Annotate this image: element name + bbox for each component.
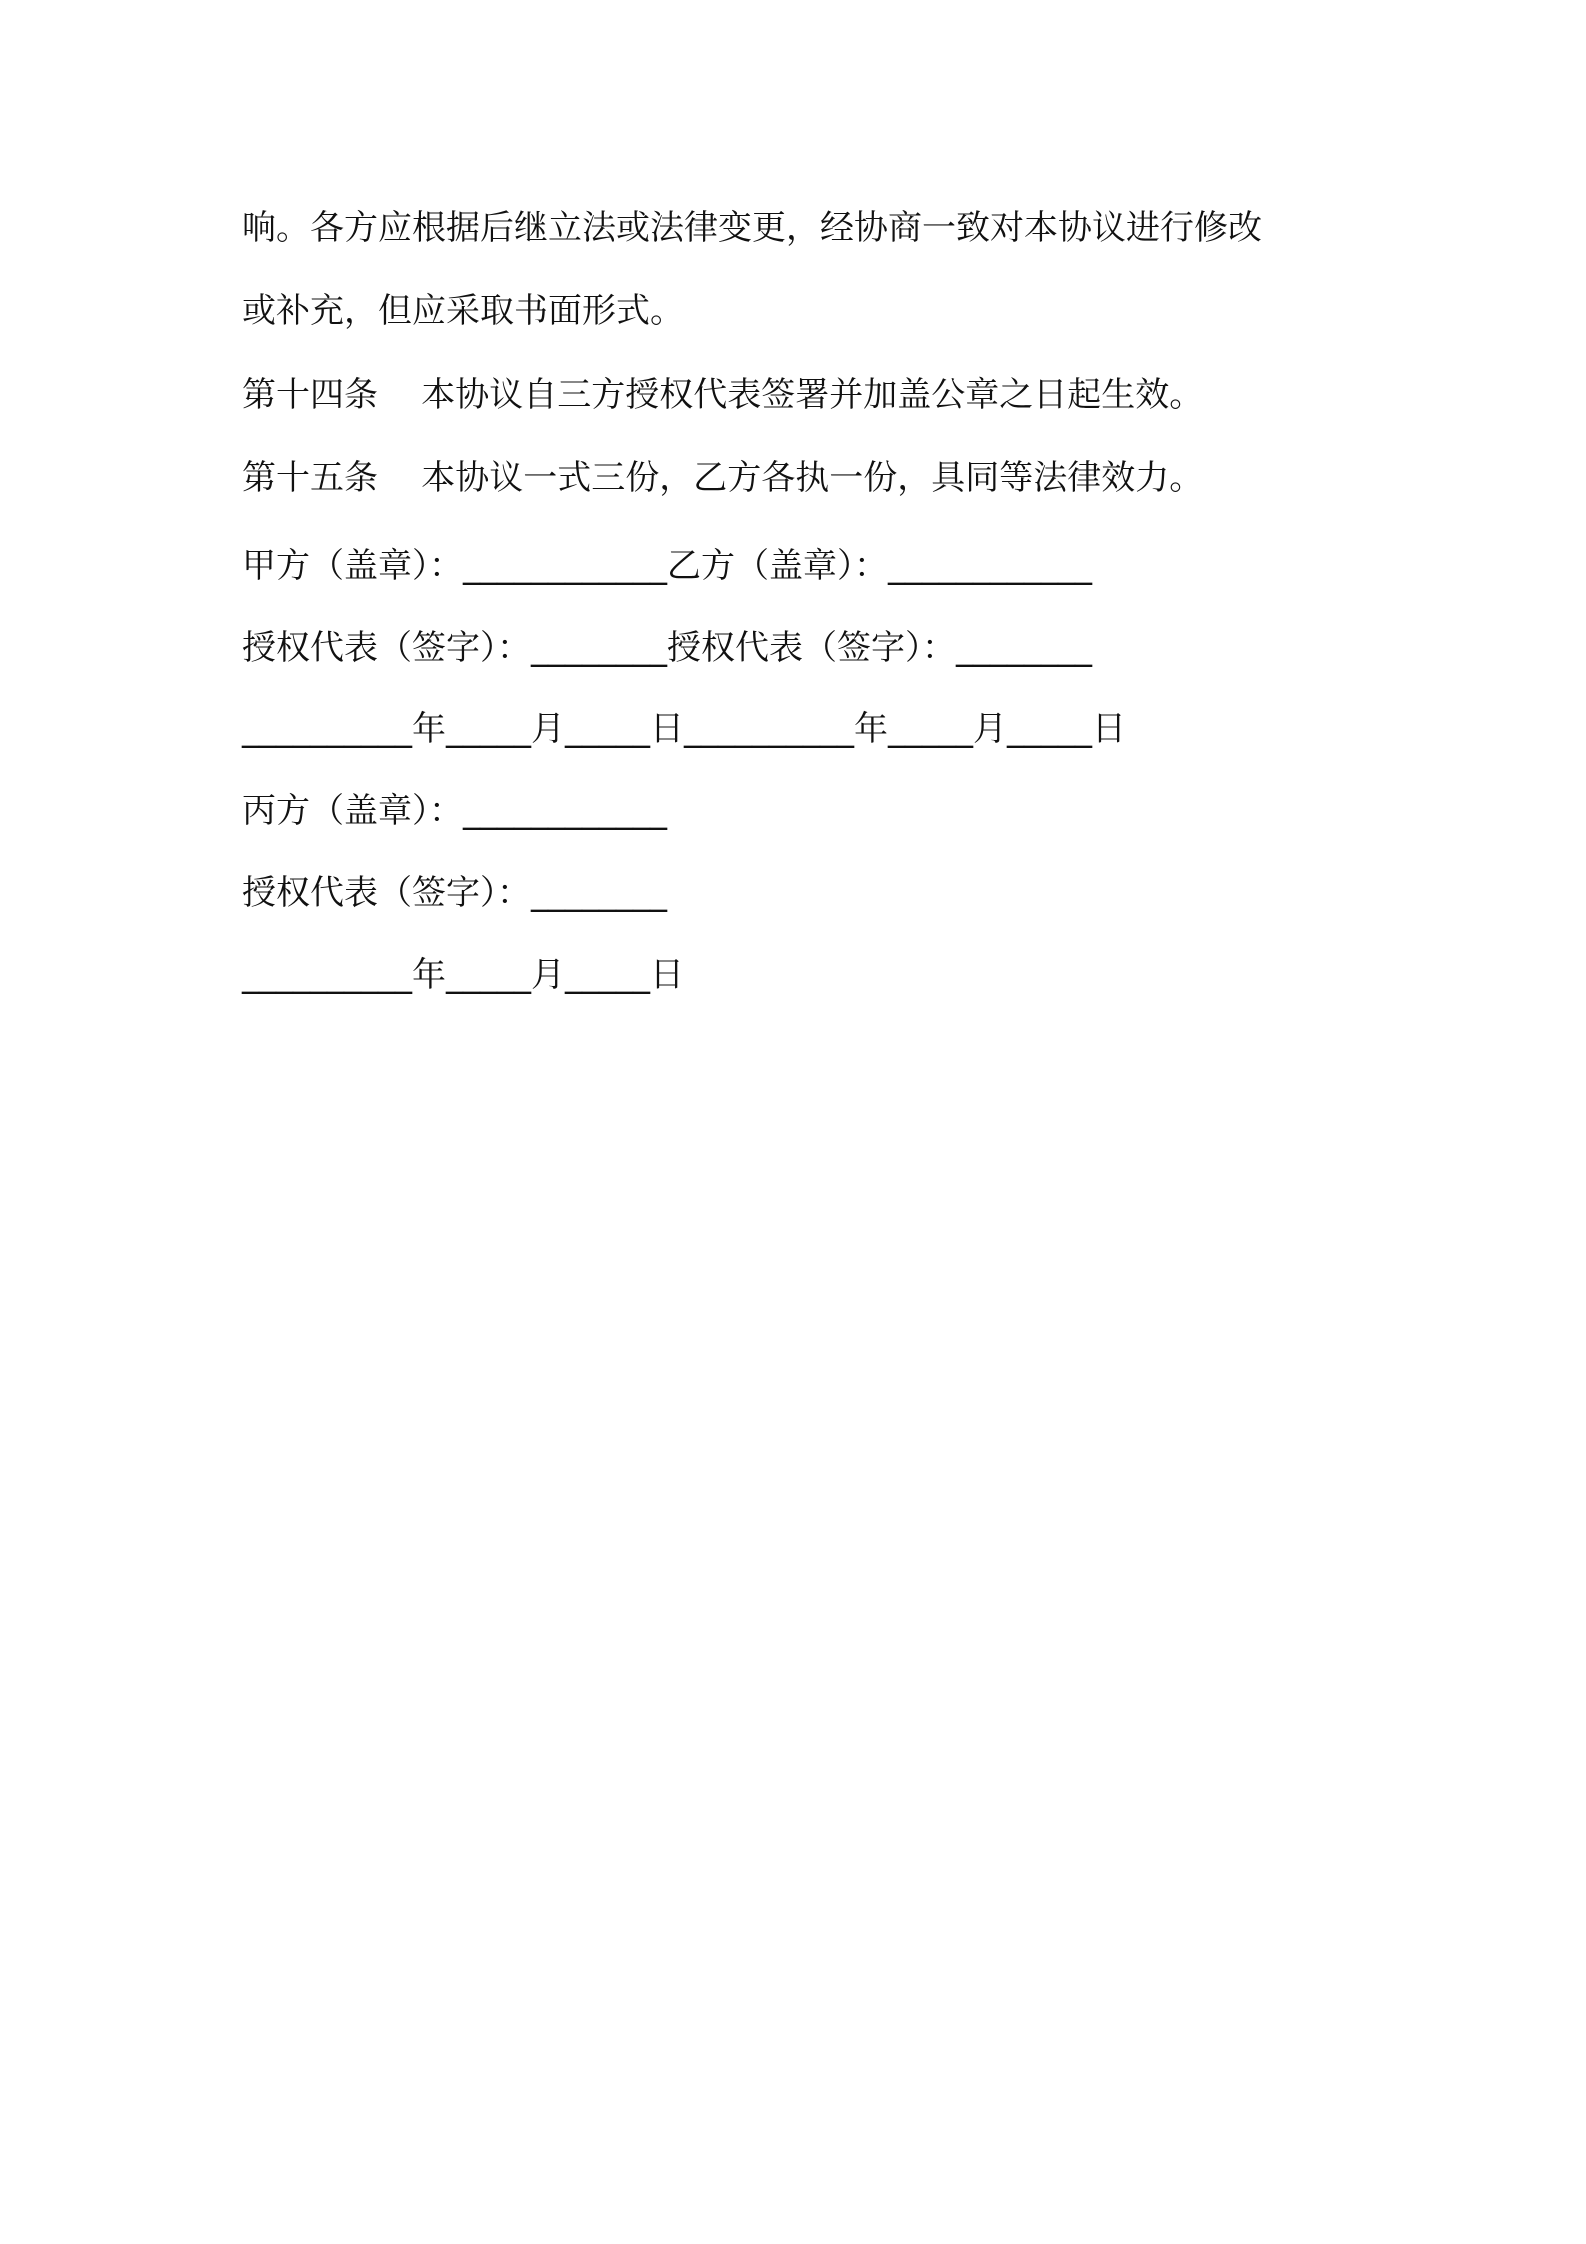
party-c-seal-line: 丙方（盖章）：____________ bbox=[242, 791, 667, 831]
party-c-date-line: __________年_____月_____日 bbox=[242, 955, 684, 995]
paragraph-text-line: 响。各方应根据后继立法或法律变更，经协商一致对本协议进行修改 bbox=[242, 208, 1262, 248]
article-14: 第十四条 本协议自三方授权代表签署并加盖公章之日起生效。 bbox=[242, 375, 1204, 415]
party-a-b-seal-line: 甲方（盖章）：____________乙方（盖章）：____________ bbox=[242, 546, 1092, 586]
article-15: 第十五条 本协议一式三份，乙方各执一份，具同等法律效力。 bbox=[242, 458, 1204, 498]
party-a-b-signature-line: 授权代表（签字）：________授权代表（签字）：________ bbox=[242, 628, 1092, 668]
paragraph-text-line: 或补充，但应采取书面形式。 bbox=[242, 291, 684, 331]
party-c-signature-line: 授权代表（签字）：________ bbox=[242, 873, 667, 913]
party-a-b-date-line: __________年_____月_____日__________年_____月_____日 bbox=[242, 709, 1126, 749]
